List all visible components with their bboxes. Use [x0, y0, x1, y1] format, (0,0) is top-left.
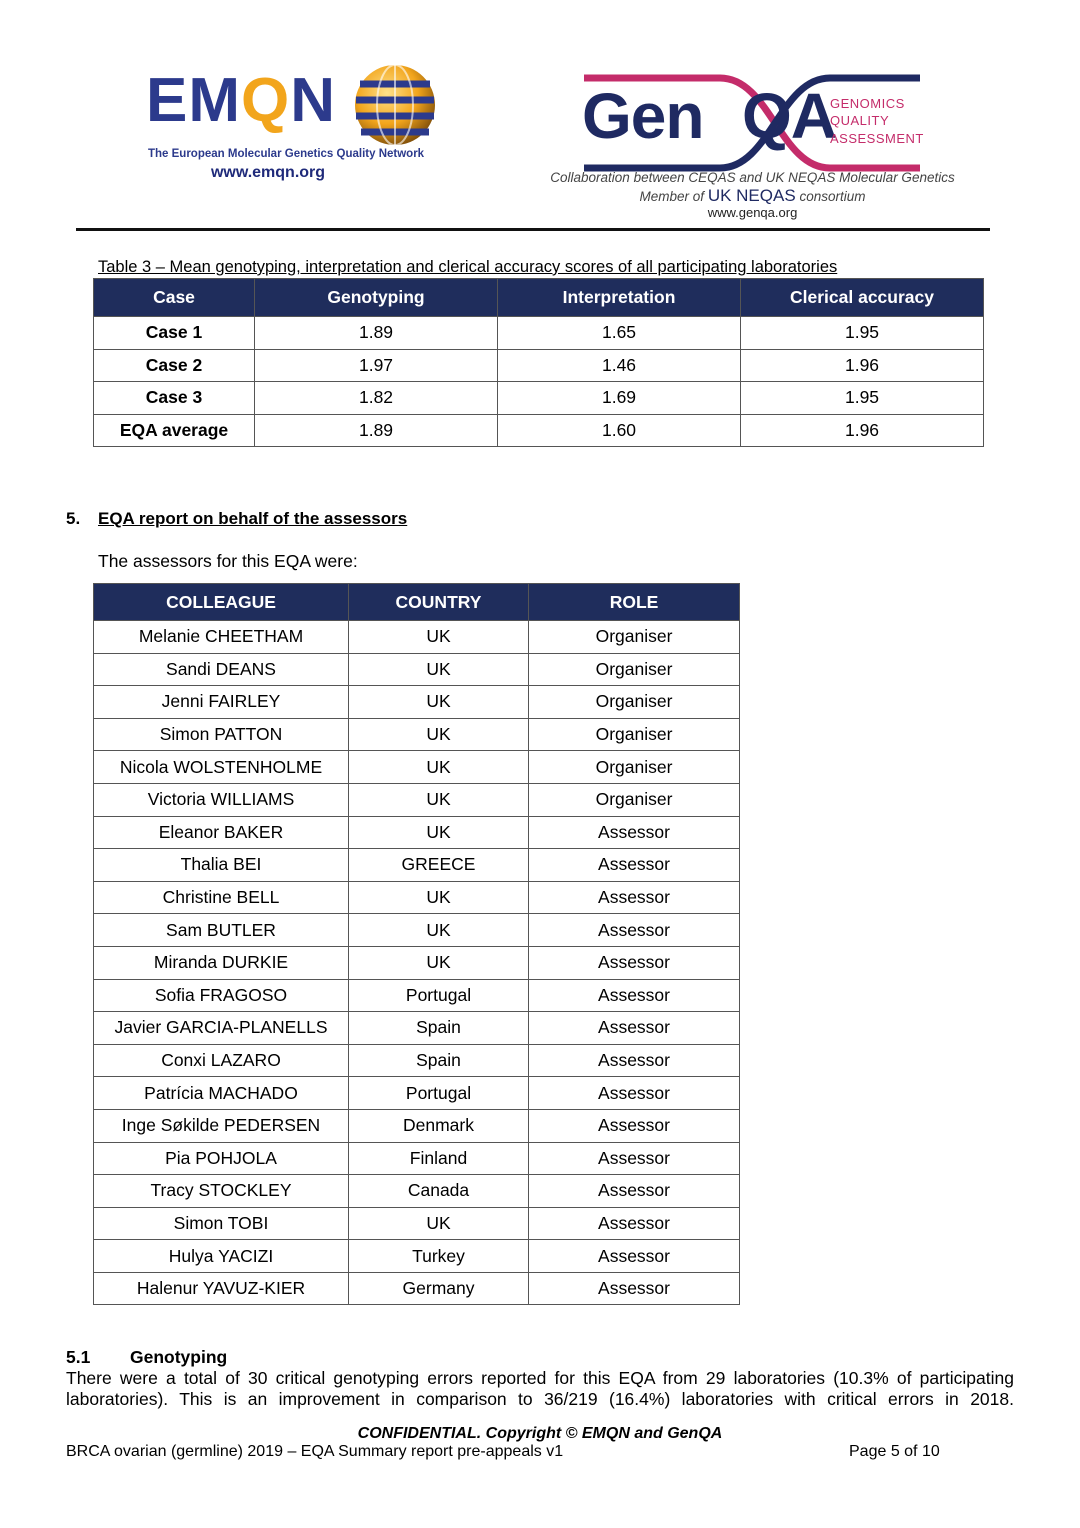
genqa-side-quality: QUALITY	[830, 113, 890, 128]
table-cell: Spain	[349, 1012, 529, 1045]
table-cell: Patrícia MACHADO	[94, 1077, 349, 1110]
table-cell: Organiser	[529, 621, 740, 654]
table-row	[94, 816, 740, 849]
table-row	[94, 1109, 740, 1142]
table-cell: Assessor	[529, 946, 740, 979]
table-row	[94, 751, 740, 784]
table-cell: Thalia BEI	[94, 849, 349, 882]
section-title: EQA report on behalf of the assessors	[98, 509, 408, 528]
table-cell: Simon TOBI	[94, 1207, 349, 1240]
table-cell: Assessor	[529, 1109, 740, 1142]
table-cell: 1.96	[741, 349, 984, 382]
table-row	[94, 621, 740, 654]
table-cell: Organiser	[529, 686, 740, 719]
table-cell: GREECE	[349, 849, 529, 882]
table-cell: 1.89	[255, 414, 498, 447]
table-cell: 1.65	[498, 317, 741, 350]
confidential-notice: CONFIDENTIAL. Copyright © EMQN and GenQA	[357, 1425, 723, 1442]
table-row	[94, 718, 740, 751]
section-5-1-heading	[66, 1347, 227, 1368]
table-row	[94, 382, 984, 415]
table-cell: UK	[349, 914, 529, 947]
table-cell: Finland	[349, 1142, 529, 1175]
table-row	[94, 914, 740, 947]
page-number: Page 5 of 10	[849, 1443, 940, 1460]
table-header-row	[94, 584, 740, 621]
assessors-table	[93, 583, 740, 1305]
table-cell: Turkey	[349, 1240, 529, 1273]
table-cell: Eleanor BAKER	[94, 816, 349, 849]
table-cell: 1.60	[498, 414, 741, 447]
table-cell: Spain	[349, 1044, 529, 1077]
table-cell: Victoria WILLIAMS	[94, 783, 349, 816]
genqa-collaboration-text: Collaboration between CEQAS and UK NEQAS Molecular Genetics	[550, 170, 955, 185]
table-cell: Halenur YAVUZ-KIER	[94, 1272, 349, 1305]
table-cell: UK	[349, 1207, 529, 1240]
emqn-tagline: The European Molecular Genetics Quality Network	[148, 148, 425, 160]
table-cell: Sam BUTLER	[94, 914, 349, 947]
table-row	[94, 1142, 740, 1175]
table-cell: Organiser	[529, 653, 740, 686]
table-row	[94, 414, 984, 447]
table-cell: Canada	[349, 1175, 529, 1208]
scores-table	[93, 278, 984, 447]
table-cell: UK	[349, 881, 529, 914]
table-cell: Case 3	[94, 382, 255, 415]
table-header-row	[94, 279, 984, 317]
table-row	[94, 317, 984, 350]
table-cell: Jenni FAIRLEY	[94, 686, 349, 719]
globe-icon	[352, 62, 438, 148]
table-cell: UK	[349, 621, 529, 654]
table-cell: Christine BELL	[94, 881, 349, 914]
table-cell: Assessor	[529, 1142, 740, 1175]
table-row	[94, 1240, 740, 1273]
table-cell: Inge Søkilde PEDERSEN	[94, 1109, 349, 1142]
column-header: Case	[94, 279, 255, 317]
table-cell: Germany	[349, 1272, 529, 1305]
table3-caption: Table 3 – Mean genotyping, interpretation and clerical accuracy scores of all participating laboratories	[98, 258, 838, 276]
uk-neqas-mark: UK NEQAS	[707, 186, 796, 205]
table-cell: Assessor	[529, 1175, 740, 1208]
table-cell: Conxi LAZARO	[94, 1044, 349, 1077]
table-cell: Assessor	[529, 849, 740, 882]
genqa-side-genomics: GENOMICS	[830, 96, 905, 111]
table-cell: Portugal	[349, 1077, 529, 1110]
table-cell: Organiser	[529, 751, 740, 784]
table-row	[94, 686, 740, 719]
table-cell: Assessor	[529, 1207, 740, 1240]
table-cell: Pia POHJOLA	[94, 1142, 349, 1175]
table-cell: 1.89	[255, 317, 498, 350]
table-cell: Javier GARCIA-PLANELLS	[94, 1012, 349, 1045]
emqn-url: www.emqn.org	[210, 164, 326, 181]
table-cell: Assessor	[529, 881, 740, 914]
table-cell: Assessor	[529, 816, 740, 849]
table-row	[94, 1077, 740, 1110]
table-cell: UK	[349, 816, 529, 849]
table-cell: Tracy STOCKLEY	[94, 1175, 349, 1208]
table-cell: UK	[349, 686, 529, 719]
table-row	[94, 1175, 740, 1208]
table-row	[94, 1012, 740, 1045]
table-row	[94, 946, 740, 979]
member-prefix: Member of	[639, 189, 705, 204]
table-cell: UK	[349, 751, 529, 784]
genqa-membership-line	[500, 186, 1005, 206]
table-cell: Miranda DURKIE	[94, 946, 349, 979]
table-cell: Organiser	[529, 783, 740, 816]
table-cell: 1.46	[498, 349, 741, 382]
table-row	[94, 979, 740, 1012]
column-header: COUNTRY	[349, 584, 529, 621]
table-cell: Portugal	[349, 979, 529, 1012]
table-cell: UK	[349, 946, 529, 979]
table-cell: Simon PATTON	[94, 718, 349, 751]
column-header: Genotyping	[255, 279, 498, 317]
table-cell: 1.69	[498, 382, 741, 415]
section-title: Genotyping	[130, 1347, 228, 1367]
member-suffix: consortium	[799, 189, 866, 204]
table-cell: 1.96	[741, 414, 984, 447]
table-row	[94, 1207, 740, 1240]
table-cell: Case 2	[94, 349, 255, 382]
assessors-intro: The assessors for this EQA were:	[98, 551, 358, 571]
column-header: Clerical accuracy	[741, 279, 984, 317]
table-cell: 1.82	[255, 382, 498, 415]
table-cell: Sandi DEANS	[94, 653, 349, 686]
table-cell: Hulya YACIZI	[94, 1240, 349, 1273]
table-cell: Melanie CHEETHAM	[94, 621, 349, 654]
table-row	[94, 881, 740, 914]
table-cell: Assessor	[529, 979, 740, 1012]
table-row	[94, 1044, 740, 1077]
genqa-url: www.genqa.org	[707, 205, 798, 220]
table-cell: Assessor	[529, 1077, 740, 1110]
header-divider	[76, 228, 990, 231]
table-row	[94, 349, 984, 382]
table-cell: Denmark	[349, 1109, 529, 1142]
table-cell: Assessor	[529, 1012, 740, 1045]
table-row	[94, 1272, 740, 1305]
table-cell: 1.95	[741, 382, 984, 415]
table-cell: Case 1	[94, 317, 255, 350]
table-cell: 1.95	[741, 317, 984, 350]
emqn-wordmark: EMQN	[146, 66, 337, 135]
table-cell: Organiser	[529, 718, 740, 751]
table-cell: 1.97	[255, 349, 498, 382]
table-row	[94, 849, 740, 882]
table-cell: Assessor	[529, 1044, 740, 1077]
section-number: 5.1	[66, 1347, 91, 1367]
table-cell: Assessor	[529, 1272, 740, 1305]
document-title: BRCA ovarian (germline) 2019 – EQA Summary report pre-appeals v1	[66, 1443, 564, 1460]
table-cell: EQA average	[94, 414, 255, 447]
table-cell: Assessor	[529, 1240, 740, 1273]
genqa-wordmark-qa: QA	[742, 80, 836, 152]
table-cell: Nicola WOLSTENHOLME	[94, 751, 349, 784]
table-cell: UK	[349, 653, 529, 686]
table-cell: UK	[349, 783, 529, 816]
column-header: Interpretation	[498, 279, 741, 317]
genqa-wordmark-gen: Gen	[582, 80, 704, 152]
section-5-heading	[66, 509, 407, 529]
genotyping-paragraph: There were a total of 30 critical genotyping errors reported for this EQA from 29 laboratories (10.3% of participating laboratories). This is an improvement in comparison to 36/219 (16.4%) laboratories with critical errors in 2018.	[66, 1368, 1014, 1409]
table-row	[94, 783, 740, 816]
section-number: 5.	[66, 509, 81, 528]
column-header: COLLEAGUE	[94, 584, 349, 621]
column-header: ROLE	[529, 584, 740, 621]
table-row	[94, 653, 740, 686]
table-cell: UK	[349, 718, 529, 751]
table-cell: Assessor	[529, 914, 740, 947]
genqa-side-assessment: ASSESSMENT	[830, 131, 924, 146]
table-cell: Sofia FRAGOSO	[94, 979, 349, 1012]
